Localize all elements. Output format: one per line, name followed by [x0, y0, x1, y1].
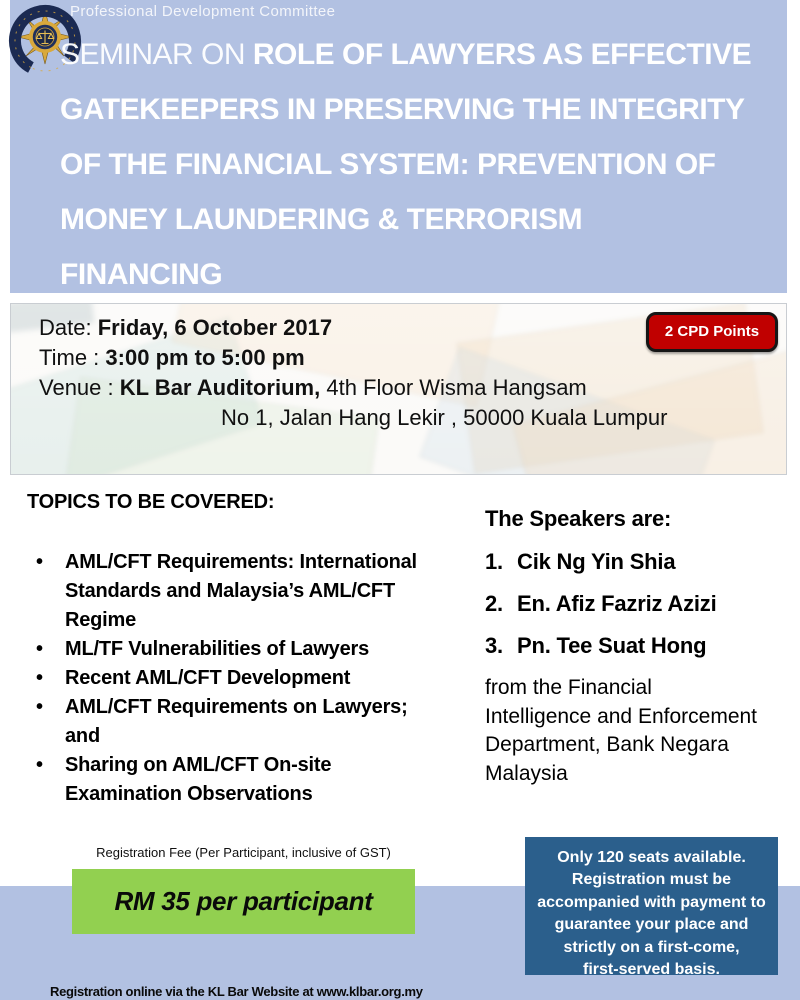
topics-section	[27, 491, 467, 809]
speakers-affiliation	[485, 674, 785, 788]
venue-name: KL Bar Auditorium,	[119, 375, 321, 400]
bullet-icon	[27, 693, 65, 751]
affiliation-line-2: Intelligence and Enforcement	[485, 704, 758, 728]
speaker-2-name: En. Afiz Fazriz Azizi	[517, 591, 717, 616]
topic-3-line-1: Recent AML/CFT Development	[65, 667, 351, 689]
speaker-2-number: 2.	[485, 591, 503, 616]
topic-5-line-1: Sharing on AML/CFT On-site	[65, 754, 332, 776]
topic-4-line-2: and	[65, 725, 100, 747]
affiliation-line-3: Department, Bank Negara	[485, 733, 729, 756]
committee-label: Professional Development Committee	[70, 3, 336, 20]
speakers-heading: The Speakers are:	[485, 506, 672, 531]
speaker-3-number: 3.	[485, 633, 503, 658]
topic-1-line-2: Standards and Malaysia’s AML/CFT	[65, 580, 395, 602]
bullet-icon	[27, 635, 65, 664]
event-details-banner	[10, 303, 787, 475]
bullet-icon	[27, 548, 65, 635]
notice-line-4: guarantee your place and	[554, 916, 749, 934]
fee-box	[72, 869, 415, 934]
speaker-3-name: Pn. Tee Suat Hong	[517, 633, 707, 658]
header-banner	[10, 0, 787, 293]
venue-line	[39, 373, 667, 403]
notice-line-2: Registration must be	[571, 871, 732, 889]
topic-5-line-2: Examination Observations	[65, 783, 313, 805]
speaker-item	[485, 592, 785, 616]
seminar-title	[60, 27, 790, 302]
title-line-3: OF THE FINANCIAL SYSTEM: PREVENTION OF	[60, 148, 716, 181]
date-value: Friday, 6 October 2017	[97, 315, 333, 340]
bullet-icon	[27, 664, 65, 693]
venue-rest: 4th Floor Wisma Hangsam	[326, 375, 587, 400]
title-line-5: FINANCING	[60, 258, 223, 291]
fee-label: Registration Fee (Per Participant, inclusive of GST)	[96, 845, 391, 860]
topics-heading: TOPICS TO BE COVERED:	[27, 491, 275, 513]
fee-value: RM 35 per participant	[114, 886, 373, 916]
online-registration-note: Registration online via the KL Bar Website at www.klbar.org.my	[50, 984, 423, 999]
notice-line-1: Only 120 seats available.	[557, 849, 746, 866]
venue-address-line: No 1, Jalan Hang Lekir , 50000 Kuala Lumpur	[221, 405, 668, 430]
speaker-1-number: 1.	[485, 549, 503, 574]
title-line-2: GATEKEEPERS IN PRESERVING THE INTEGRITY	[60, 93, 745, 126]
affiliation-line-1: from the Financial	[485, 676, 652, 699]
speakers-section	[485, 506, 785, 788]
title-line-1	[60, 27, 790, 82]
topic-item	[27, 751, 467, 809]
seats-notice-box	[525, 837, 778, 979]
topic-4-line-1: AML/CFT Requirements on Lawyers;	[65, 696, 408, 718]
venue-label: Venue :	[39, 375, 114, 400]
date-line	[39, 313, 667, 343]
speaker-item	[485, 550, 785, 574]
topic-2-line-1: ML/TF Vulnerabilities of Lawyers	[65, 638, 370, 660]
cpd-points-badge: 2 CPD Points	[646, 312, 778, 352]
bullet-icon	[27, 751, 65, 809]
speaker-1-name: Cik Ng Yin Shia	[517, 549, 676, 574]
topic-item	[27, 548, 467, 635]
title-line-4: MONEY LAUNDERING & TERRORISM	[60, 203, 583, 236]
title-prefix: SEMINAR ON	[60, 38, 253, 71]
topic-item	[27, 664, 467, 693]
notice-line-3: accompanied with payment to	[537, 893, 766, 911]
time-value: 3:00 pm to 5:00 pm	[105, 345, 305, 370]
event-details	[39, 313, 667, 433]
notice-line-5: strictly on a first-come,	[563, 938, 740, 956]
affiliation-line-4: Malaysia	[485, 761, 568, 785]
time-label: Time :	[39, 345, 100, 370]
title-line-1-main: ROLE OF LAWYERS AS EFFECTIVE	[252, 38, 752, 71]
topics-list	[27, 548, 467, 809]
speaker-item	[485, 634, 785, 658]
date-label: Date:	[39, 315, 92, 340]
topic-item	[27, 693, 467, 751]
topic-1-line-3: Regime	[65, 609, 137, 631]
topic-1-line-1: AML/CFT Requirements: International	[65, 551, 417, 573]
time-line	[39, 343, 667, 373]
notice-line-6: first-served basis.	[583, 961, 720, 979]
topic-item	[27, 635, 467, 664]
